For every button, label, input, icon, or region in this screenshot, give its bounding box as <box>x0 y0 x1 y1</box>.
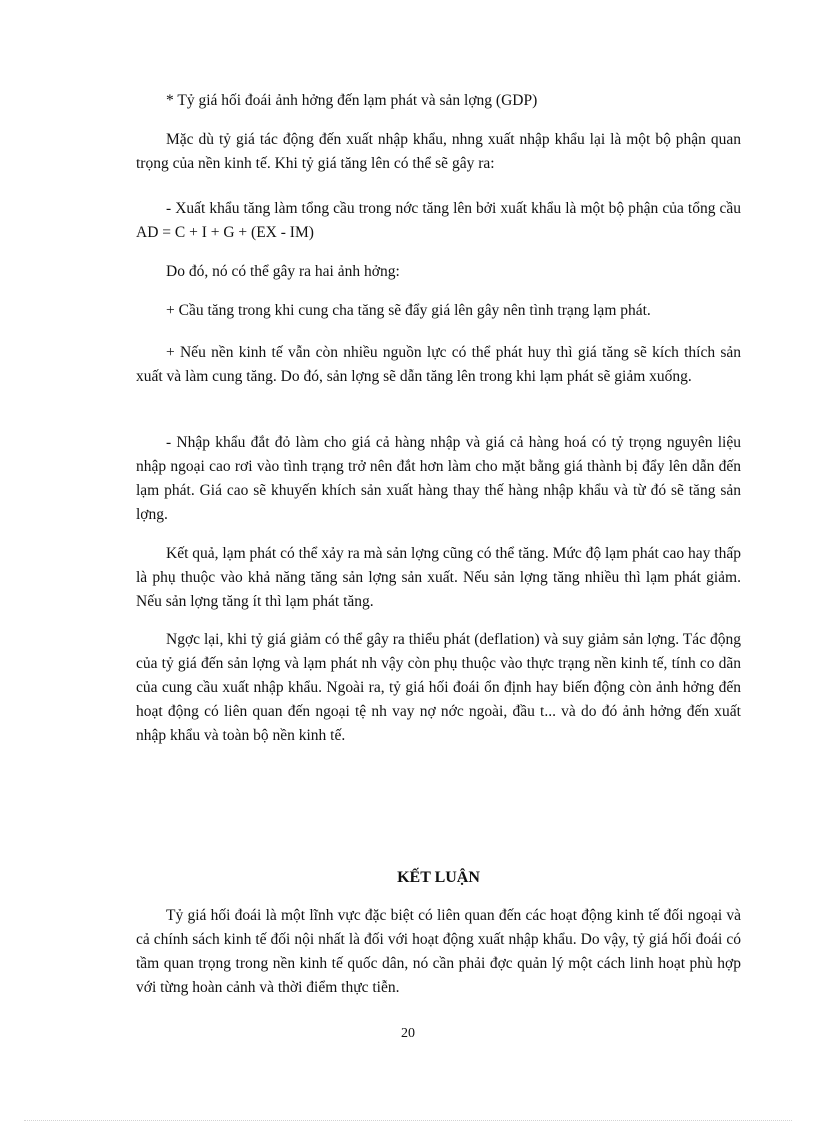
conclusion-paragraph: Tỷ giá hối đoái là một lĩnh vực đặc biệt có liên quan đến các hoạt động kinh tế đối ngoại và cả chính sách kinh tế đối nội nhất là đối với hoạt động xuất nhập khẩu. Do vậy, tỷ giá hối đoái có tầm quan trọng trong nền kinh tế quốc dân, nó cần phải đợc quản lý một cách linh hoạt phù hợp với từng hoàn cảnh và thời điểm thực tiễn. <box>136 907 741 996</box>
paragraph-conversely: Ngợc lại, khi tỷ giá giảm có thể gây ra thiểu phát (deflation) và suy giảm sản lợng. Tác động của tỷ giá đến sản lợng và lạm phát nh vậy còn phụ thuộc vào thực trạng nền kinh tế, tính co dãn của cung cầu xuất nhập khẩu. Ngoài ra, tỷ giá hối đoái ổn định hay biến động còn ảnh hởng đến hoạt động có liên quan đến ngoại tệ nh vay nợ nớc ngoài, đầu t... và do đó ảnh hởng đến xuất nhập khẩu và toàn bộ nền kinh tế. <box>136 631 741 744</box>
paragraph-import-cost: - Nhập khẩu đắt đỏ làm cho giá cả hàng nhập và giá cả hàng hoá có tỷ trọng nguyên liệu nhập ngoại cao rơi vào tình trạng trở nên đắt hơn làm cho mặt bằng giá thành bị đẩy lên dẫn đến lạm phát. Giá cao sẽ khuyến khích sản xuất hàng thay thế hàng nhập khẩu và từ đó sẽ tăng sản lợng. <box>136 434 741 523</box>
paragraph-supply-stimulus: + Nếu nền kinh tế vẫn còn nhiều nguồn lực có thể phát huy thì giá tăng sẽ kích thích sản xuất và làm cung tăng. Do đó, sản lợng sẽ dẫn tăng lên trong khi lạm phát sẽ giảm xuống. <box>136 344 741 385</box>
paragraph-two-effects: Do đó, nó có thể gây ra hai ảnh hởng: <box>166 263 400 280</box>
paragraph-intro: Mặc dù tỷ giá tác động đến xuất nhập khẩu, nhng xuất nhập khẩu lại là một bộ phận quan trọng của nền kinh tế. Khi tỷ giá tăng lên có thể sẽ gây ra: <box>136 131 741 172</box>
paragraph-demand-increase: + Cầu tăng trong khi cung cha tăng sẽ đẩy giá lên gây nên tình trạng lạm phát. <box>166 302 651 319</box>
conclusion-heading: KẾT LUẬN <box>397 869 480 886</box>
section-title: * Tỷ giá hối đoái ảnh hởng đến lạm phát và sản lợng (GDP) <box>166 92 538 109</box>
paragraph-export-increase: - Xuất khẩu tăng làm tổng cầu trong nớc tăng lên bởi xuất khẩu là một bộ phận của tổng cầu AD = C + I + G + (EX - IM) <box>136 200 741 241</box>
page-number: 20 <box>401 1026 415 1041</box>
page-bottom-divider <box>24 1120 792 1121</box>
paragraph-result: Kết quả, lạm phát có thể xảy ra mà sản lợng cũng có thể tăng. Mức độ lạm phát cao hay thấp là phụ thuộc vào khả năng tăng sản lợng sản xuất. Nếu sản lợng tăng nhiều thì lạm phát giảm. Nếu sản lợng tăng ít thì lạm phát tăng. <box>136 545 741 610</box>
